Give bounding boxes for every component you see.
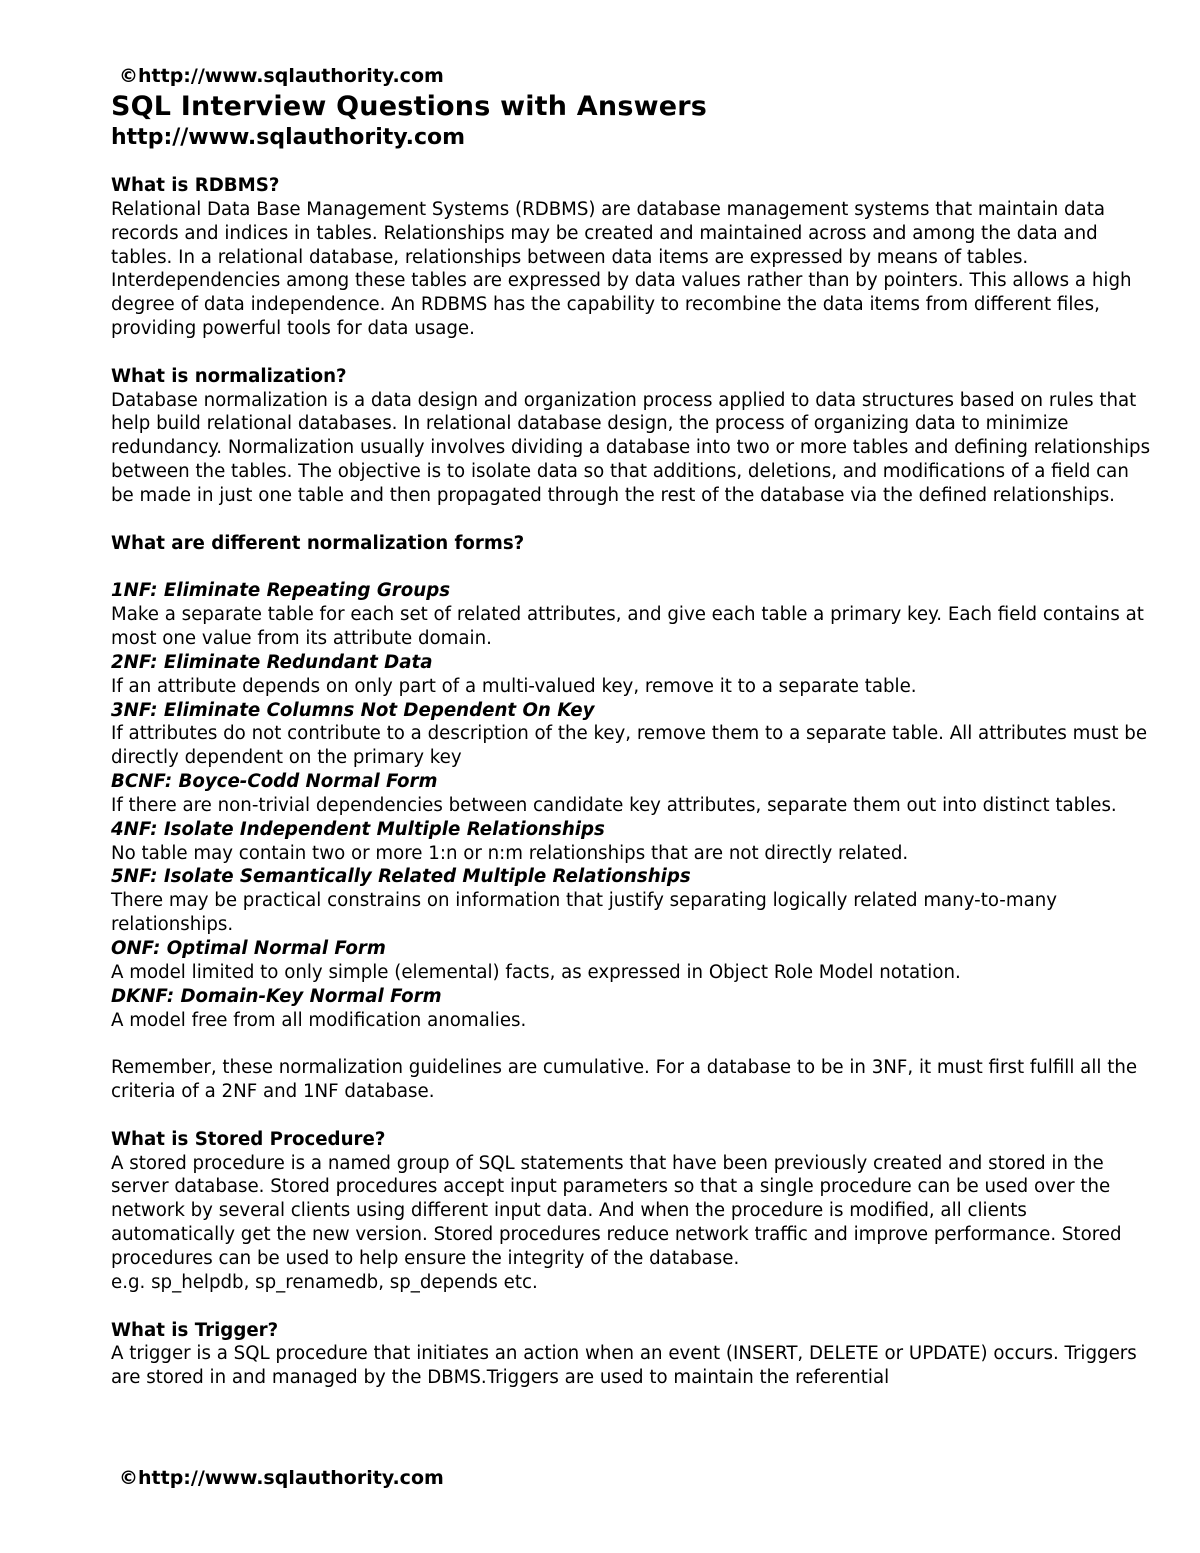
section-trigger [111,1319,1151,1391]
form-title-1nf: 1NF: Eliminate Repeating Groups [111,580,451,602]
document-title: SQL Interview Questions with Answers [111,91,708,122]
paragraph-spacer [111,1295,1151,1319]
example-line: e.g. sp_helpdb, sp_renamedb, sp_depends etc. [111,1271,538,1293]
paragraph-spacer [111,508,1151,532]
question-heading: What is normalization? [111,365,347,387]
section-normalization-forms [111,532,1151,1104]
question-heading: What is RDBMS? [111,175,280,196]
form-title-2nf: 2NF: Eliminate Redundant Data [111,651,433,673]
remember-paragraph: Remember, these normalization guidelines are cumulative. For a database to be in 3NF, it must first fulfill all the criteria of a 2NF and 1NF database. [111,1057,1138,1103]
section-stored-procedure [111,1128,1151,1295]
form-title-bcnf: BCNF: Boyce-Codd Normal Form [111,771,438,793]
answer-paragraph: Relational Data Base Management Systems (RDBMS) are database management systems that maintain data records and indices in tables. Relationships may be created and maintained across and among the data and tables. In a relational database, relationships between data items are expressed by means of tables. Interdependencies among these tables are expressed by data values rather than by pointers. This allows a high degree of data independence. An RDBMS has the capability to recombine the data items from different files, providing powerful tools for data usage. [111,198,1132,340]
form-description: There may be practical constrains on information that justify separating logically related many-to-many relationships. [111,890,1058,936]
question-heading: What is Stored Procedure? [111,1128,386,1150]
section-rdbms [111,174,1151,341]
form-description: A model limited to only simple (elemental) facts, as expressed in Object Role Model notation. [111,961,961,983]
form-title-5nf: 5NF: Isolate Semantically Related Multiple Relationships [111,866,691,888]
document-url: http://www.sqlauthority.com [111,125,466,150]
form-description: If an attribute depends on only part of a multi-valued key, remove it to a separate table. [111,675,917,697]
answer-paragraph: A trigger is a SQL procedure that initiates an action when an event (INSERT, DELETE or UPDATE) occurs. Triggers are stored in and managed by the DBMS.Triggers are used to maintain the referential [111,1343,1137,1389]
form-description: If attributes do not contribute to a description of the key, remove them to a separate table. All attributes must be directly dependent on the primary key [111,723,1148,769]
header-copyright: ©http://www.sqlauthority.com [119,65,444,87]
form-description: If there are non-trivial dependencies between candidate key attributes, separate them out into distinct tables. [111,794,1117,816]
question-heading: What are different normalization forms? [111,532,525,554]
form-title-3nf: 3NF: Eliminate Columns Not Dependent On Key [111,699,595,721]
form-description: A model free from all modification anomalies. [111,1009,527,1031]
answer-paragraph: Database normalization is a data design and organization process applied to data structures based on rules that help build relational databases. In relational database design, the process of organizing data to minimize redundancy. Normalization usually involves dividing a database into two or more tables and defining relationships between the tables. The objective is to isolate data so that additions, deletions, and modifications of a field can be made in just one table and then propagated through the rest of the database via the defined relationships. [111,389,1151,506]
paragraph-spacer [111,1032,1151,1056]
form-description: No table may contain two or more 1:n or n:m relationships that are not directly related. [111,842,909,864]
document-body [111,174,1151,1390]
answer-paragraph: A stored procedure is a named group of SQL statements that have been previously created and stored in the server database. Stored procedures accept input parameters so that a single procedure can be used over the network by several clients using different input data. And when the procedure is modified, all clients automatically get the new version. Stored procedures reduce network traffic and improve performance. Stored procedures can be used to help ensure the integrity of the database. [111,1152,1122,1269]
paragraph-spacer [111,1104,1151,1128]
question-heading: What is Trigger? [111,1319,279,1341]
paragraph-spacer [111,556,1151,580]
form-title-4nf: 4NF: Isolate Independent Multiple Relationships [111,818,605,840]
form-title-dknf: DKNF: Domain-Key Normal Form [111,985,442,1007]
section-normalization [111,365,1151,508]
paragraph-spacer [111,341,1151,365]
form-description: Make a separate table for each set of related attributes, and give each table a primary key. Each field contains at most one value from its attribute domain. [111,604,1144,650]
footer-copyright: ©http://www.sqlauthority.com [119,1467,444,1489]
form-title-onf: ONF: Optimal Normal Form [111,938,386,959]
